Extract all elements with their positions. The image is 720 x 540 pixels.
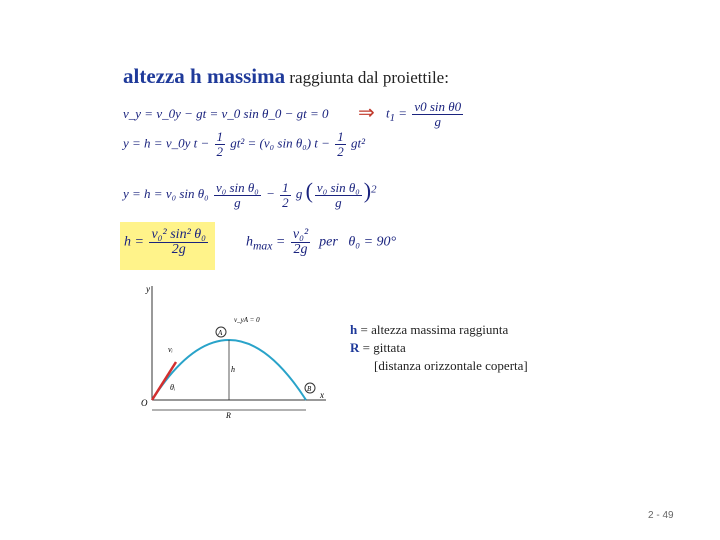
trajectory-diagram [138,282,338,422]
origin-label: O [141,398,148,408]
velocity-vector [152,362,176,400]
x-label: x [320,390,324,400]
implies-arrow: ⇒ [358,102,375,124]
equation-h1: y = h = v_0y t − $\frac{1}{2}$ gt² = (v₀ sin θ₀) t − $\frac{1}{2}$ gt² [123,129,365,159]
point-b-label: B [307,385,312,393]
vya-label: v_yA = 0 [234,316,260,324]
title-bold: altezza h massima [123,64,286,88]
page-number: 2 - 49 [648,510,674,521]
legend-r-note: [distanza orizzontale coperta] [374,358,528,373]
y-label: y [146,284,150,294]
r-label: R [226,411,231,420]
legend-r: R = gittata [350,340,406,355]
equation-t1: $t_1$ = $\frac{\text{v0 sin θ0}}{g}$ [386,99,462,129]
point-a-label: A [218,329,223,337]
title-rest: raggiunta dal proiettile: [285,68,449,87]
vi-label: vᵢ [168,345,173,354]
legend-h: h = altezza massima raggiunta [350,322,509,337]
equation-h2: y = h = v₀ sin θ₀ $\frac{\text{v₀ sin θ₀}}{g}$ − $\frac{1}{2}$ g ( $\frac{\text{v₀ sin θ₀}}{g}$ )$^2$ [123,178,377,210]
equation-vy: v_y = v_0y − gt = v_0 sin θ_0 − gt = 0 [123,106,329,121]
equation-hmax: $h_{max}$ = $\frac{\text{v₀²}}{2g}$ per θ₀ = 90° [246,227,397,257]
h-label: h [231,365,235,374]
equation-h-result: h = $\frac{\text{v₀² sin² θ₀}}{2g}$ [124,227,207,257]
theta-label: θᵢ [170,383,176,392]
slide-title [123,64,449,89]
